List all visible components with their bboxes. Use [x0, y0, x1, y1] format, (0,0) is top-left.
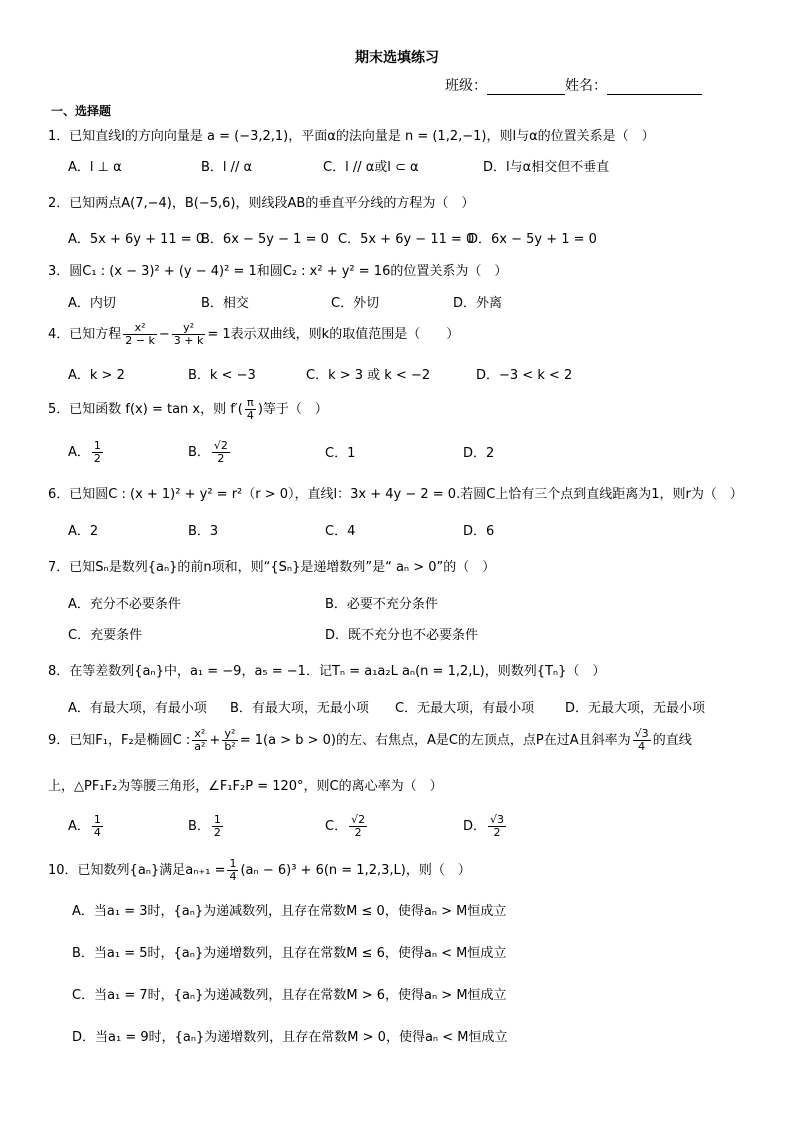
- q1-option-a: A．l ⊥ α: [68, 160, 122, 175]
- q5-option-b: [188, 440, 232, 465]
- q9-option-a-frac: [92, 814, 103, 839]
- q4-option-a: A．k > 2: [68, 368, 125, 383]
- q6-option-b: B．3: [188, 524, 219, 539]
- q9-stem-pre: 9．已知F₁，F₂是椭圆C :: [48, 733, 191, 749]
- q9-stem-post: 的直线: [652, 733, 692, 749]
- question-1-stem: 1．已知直线l的方向向量是 a = (−3,2,1)，平面α的法向量是 n = (1,2,−1)，则l与α的位置关系是（ ）: [48, 129, 655, 144]
- question-9-stem-line2: 上，△PF₁F₂为等腰三角形，∠F₁F₂P = 120°，则C的离心率为（ ）: [48, 779, 443, 794]
- q4-frac-2: [172, 322, 206, 347]
- q5-option-d: D．2: [463, 446, 495, 461]
- q9-plus: +: [209, 733, 221, 749]
- question-5-stem: 5．已知函数 f(x) = tan x，则 f′( $\frac{\pi}{4}$ )等于（ ）: [48, 396, 328, 423]
- q2-option-d: D．6x − 5y + 1 = 0: [468, 232, 597, 247]
- q5-option-c: C．1: [325, 446, 356, 461]
- q9-option-d-den: 2: [493, 826, 501, 840]
- q10-option-c: C．当a₁ = 7时，{aₙ}为递减数列，且存在常数M > 6，使得aₙ > M恒成立: [72, 988, 507, 1003]
- q9-frac-y: [222, 728, 237, 753]
- q4-frac-2-num: y²: [172, 322, 206, 335]
- q3-option-a: A．内切: [68, 296, 116, 311]
- question-4-stem: [48, 322, 459, 347]
- q9-option-c-label: C．: [325, 819, 348, 835]
- name-blank: [607, 80, 702, 95]
- q3-option-b: B．相交: [201, 296, 249, 311]
- q3-option-d: D．外离: [453, 296, 503, 311]
- q9-option-c-frac: [349, 814, 367, 839]
- q1-option-d: D．l与α相交但不垂直: [483, 160, 610, 175]
- q9-option-d-num: √3: [490, 813, 505, 826]
- q5-frac-den: 4: [246, 409, 254, 423]
- q5-option-b-label: B．: [188, 445, 210, 461]
- q1-option-b: B．l // α: [201, 160, 253, 175]
- q5-option-a: [68, 440, 105, 465]
- q9-frac-x-den: a²: [194, 740, 206, 754]
- q9-frac-slope: [633, 728, 651, 753]
- q9-option-b-den: 2: [213, 826, 221, 840]
- q5-stem-pre: 5．已知函数 f(x) = tan x，则 f′: [48, 402, 238, 418]
- q8-option-b: B．有最大项，无最小项: [230, 701, 369, 716]
- question-9-stem: [48, 728, 692, 753]
- page-title: 期末选填练习: [355, 50, 439, 66]
- q9-option-d-frac: [488, 814, 506, 839]
- question-6-stem: 6．已知圆C : (x + 1)² + y² = r²（r > 0），直线l：3x + 4y − 2 = 0.若圆C上恰有三个点到直线距离为1，则r为（ ）: [48, 487, 743, 502]
- q4-option-b: B．k < −3: [188, 368, 256, 383]
- q5-option-a-label: A．: [68, 445, 90, 461]
- q9-option-d: [463, 814, 508, 839]
- q2-option-c: C．5x + 6y − 11 = 0: [338, 232, 475, 247]
- class-label: 班级：: [445, 78, 487, 94]
- q5-option-a-den: 2: [93, 452, 101, 466]
- q5-option-b-frac: [212, 440, 230, 465]
- q2-option-b: B．6x − 5y − 1 = 0: [201, 232, 329, 247]
- q7-option-d: D．既不充分也不必要条件: [325, 628, 479, 643]
- q7-option-c: C．充要条件: [68, 628, 143, 643]
- q9-option-b-frac: [212, 814, 223, 839]
- q5-option-a-frac: [92, 440, 103, 465]
- q10-frac-den: 4: [229, 870, 237, 884]
- q3-option-c: C．外切: [331, 296, 380, 311]
- q5-option-b-num: √2: [213, 439, 228, 452]
- q9-frac-x-num: x²: [192, 728, 207, 741]
- q5-frac: [245, 397, 256, 422]
- q9-frac-slope-num: √3: [634, 727, 649, 740]
- section-heading: 一、选择题: [51, 104, 112, 118]
- class-blank: [487, 80, 565, 95]
- q10-stem-post: (aₙ − 6)³ + 6(n = 1,2,3,L)，则（ ）: [240, 863, 471, 879]
- q10-stem-pre: 10．已知数列{aₙ}满足aₙ₊₁ =: [48, 863, 226, 879]
- q4-option-d: D．−3 < k < 2: [476, 368, 573, 383]
- q10-option-a: A．当a₁ = 3时，{aₙ}为递减数列，且存在常数M ≤ 0，使得aₙ > M恒成立: [72, 904, 507, 919]
- q6-option-d: D．6: [463, 524, 495, 539]
- q9-frac-x: [192, 728, 207, 753]
- q8-option-a: A．有最大项，有最小项: [68, 701, 207, 716]
- question-3-stem: 3．圆C₁ : (x − 3)² + (y − 4)² = 1和圆C₂ : x² + y² = 16的位置关系为（ ）: [48, 264, 508, 279]
- q4-frac-1: [123, 322, 157, 347]
- q4-frac-1-den: 2 − k: [125, 334, 155, 348]
- q9-option-b-num: 1: [213, 813, 221, 826]
- q8-option-c: C．无最大项，有最小项: [395, 701, 535, 716]
- q5-stem-post: 等于（ ）: [262, 402, 328, 418]
- q7-option-b: B．必要不充分条件: [325, 597, 438, 612]
- q4-option-c: C．k > 3 或 k < −2: [306, 368, 431, 383]
- q5-option-a-num: 1: [93, 439, 101, 452]
- q5-frac-num: π: [245, 397, 256, 410]
- q1-option-c: C．l // α或l ⊂ α: [323, 160, 419, 175]
- q9-option-c-den: 2: [354, 826, 362, 840]
- q4-frac-1-num: x²: [123, 322, 157, 335]
- q5-option-b-den: 2: [217, 452, 225, 466]
- q9-option-a: [68, 814, 105, 839]
- q4-stem-pre: 4．已知方程: [48, 327, 122, 343]
- q10-frac-num: 1: [229, 857, 237, 870]
- q9-frac-y-den: b²: [224, 740, 236, 754]
- question-7-stem: 7．已知Sₙ是数列{aₙ}的前n项和，则“{Sₙ}是递增数列”是“ aₙ > 0”的（ ）: [48, 560, 496, 575]
- q9-option-b: [188, 814, 225, 839]
- q8-option-d: D．无最大项，无最小项: [565, 701, 706, 716]
- q9-option-a-num: 1: [93, 813, 101, 826]
- q9-frac-y-num: y²: [222, 728, 237, 741]
- q4-frac-2-den: 3 + k: [173, 334, 204, 348]
- q9-option-a-den: 4: [93, 826, 101, 840]
- q6-option-c: C．4: [325, 524, 356, 539]
- question-10-stem: [48, 858, 471, 883]
- q7-option-a: A．充分不必要条件: [68, 597, 181, 612]
- question-2-stem: 2．已知两点A(7,−4)，B(−5,6)，则线段AB的垂直平分线的方程为（ ）: [48, 196, 475, 211]
- q2-option-a: A．5x + 6y + 11 = 0: [68, 232, 205, 247]
- q10-option-b: B．当a₁ = 5时，{aₙ}为递增数列，且存在常数M ≤ 6，使得aₙ < M恒成立: [72, 946, 507, 961]
- q9-frac-slope-den: 4: [638, 740, 646, 754]
- q9-option-d-label: D．: [463, 819, 487, 835]
- q10-frac: [227, 858, 238, 883]
- q4-stem-post: = 1表示双曲线，则k的取值范围是（ ）: [207, 327, 460, 343]
- question-8-stem: 8．在等差数列{aₙ}中，a₁ = −9，a₅ = −1．记Tₙ = a₁a₂L aₙ(n = 1,2,L)，则数列{Tₙ}（ ）: [48, 664, 606, 679]
- q9-option-c: [325, 814, 369, 839]
- name-label: 姓名：: [565, 78, 607, 94]
- q9-stem-mid: = 1(a > b > 0)的左、右焦点，A是C的左顶点，点P在过A且斜率为: [239, 733, 631, 749]
- q4-minus: −: [158, 327, 170, 343]
- student-info: [445, 78, 702, 95]
- q6-option-a: A．2: [68, 524, 99, 539]
- q10-option-d: D．当a₁ = 9时，{aₙ}为递增数列，且存在常数M > 0，使得aₙ < M恒成立: [72, 1030, 508, 1045]
- q9-option-c-num: √2: [351, 813, 366, 826]
- q9-option-a-label: A．: [68, 819, 90, 835]
- q9-option-b-label: B．: [188, 819, 210, 835]
